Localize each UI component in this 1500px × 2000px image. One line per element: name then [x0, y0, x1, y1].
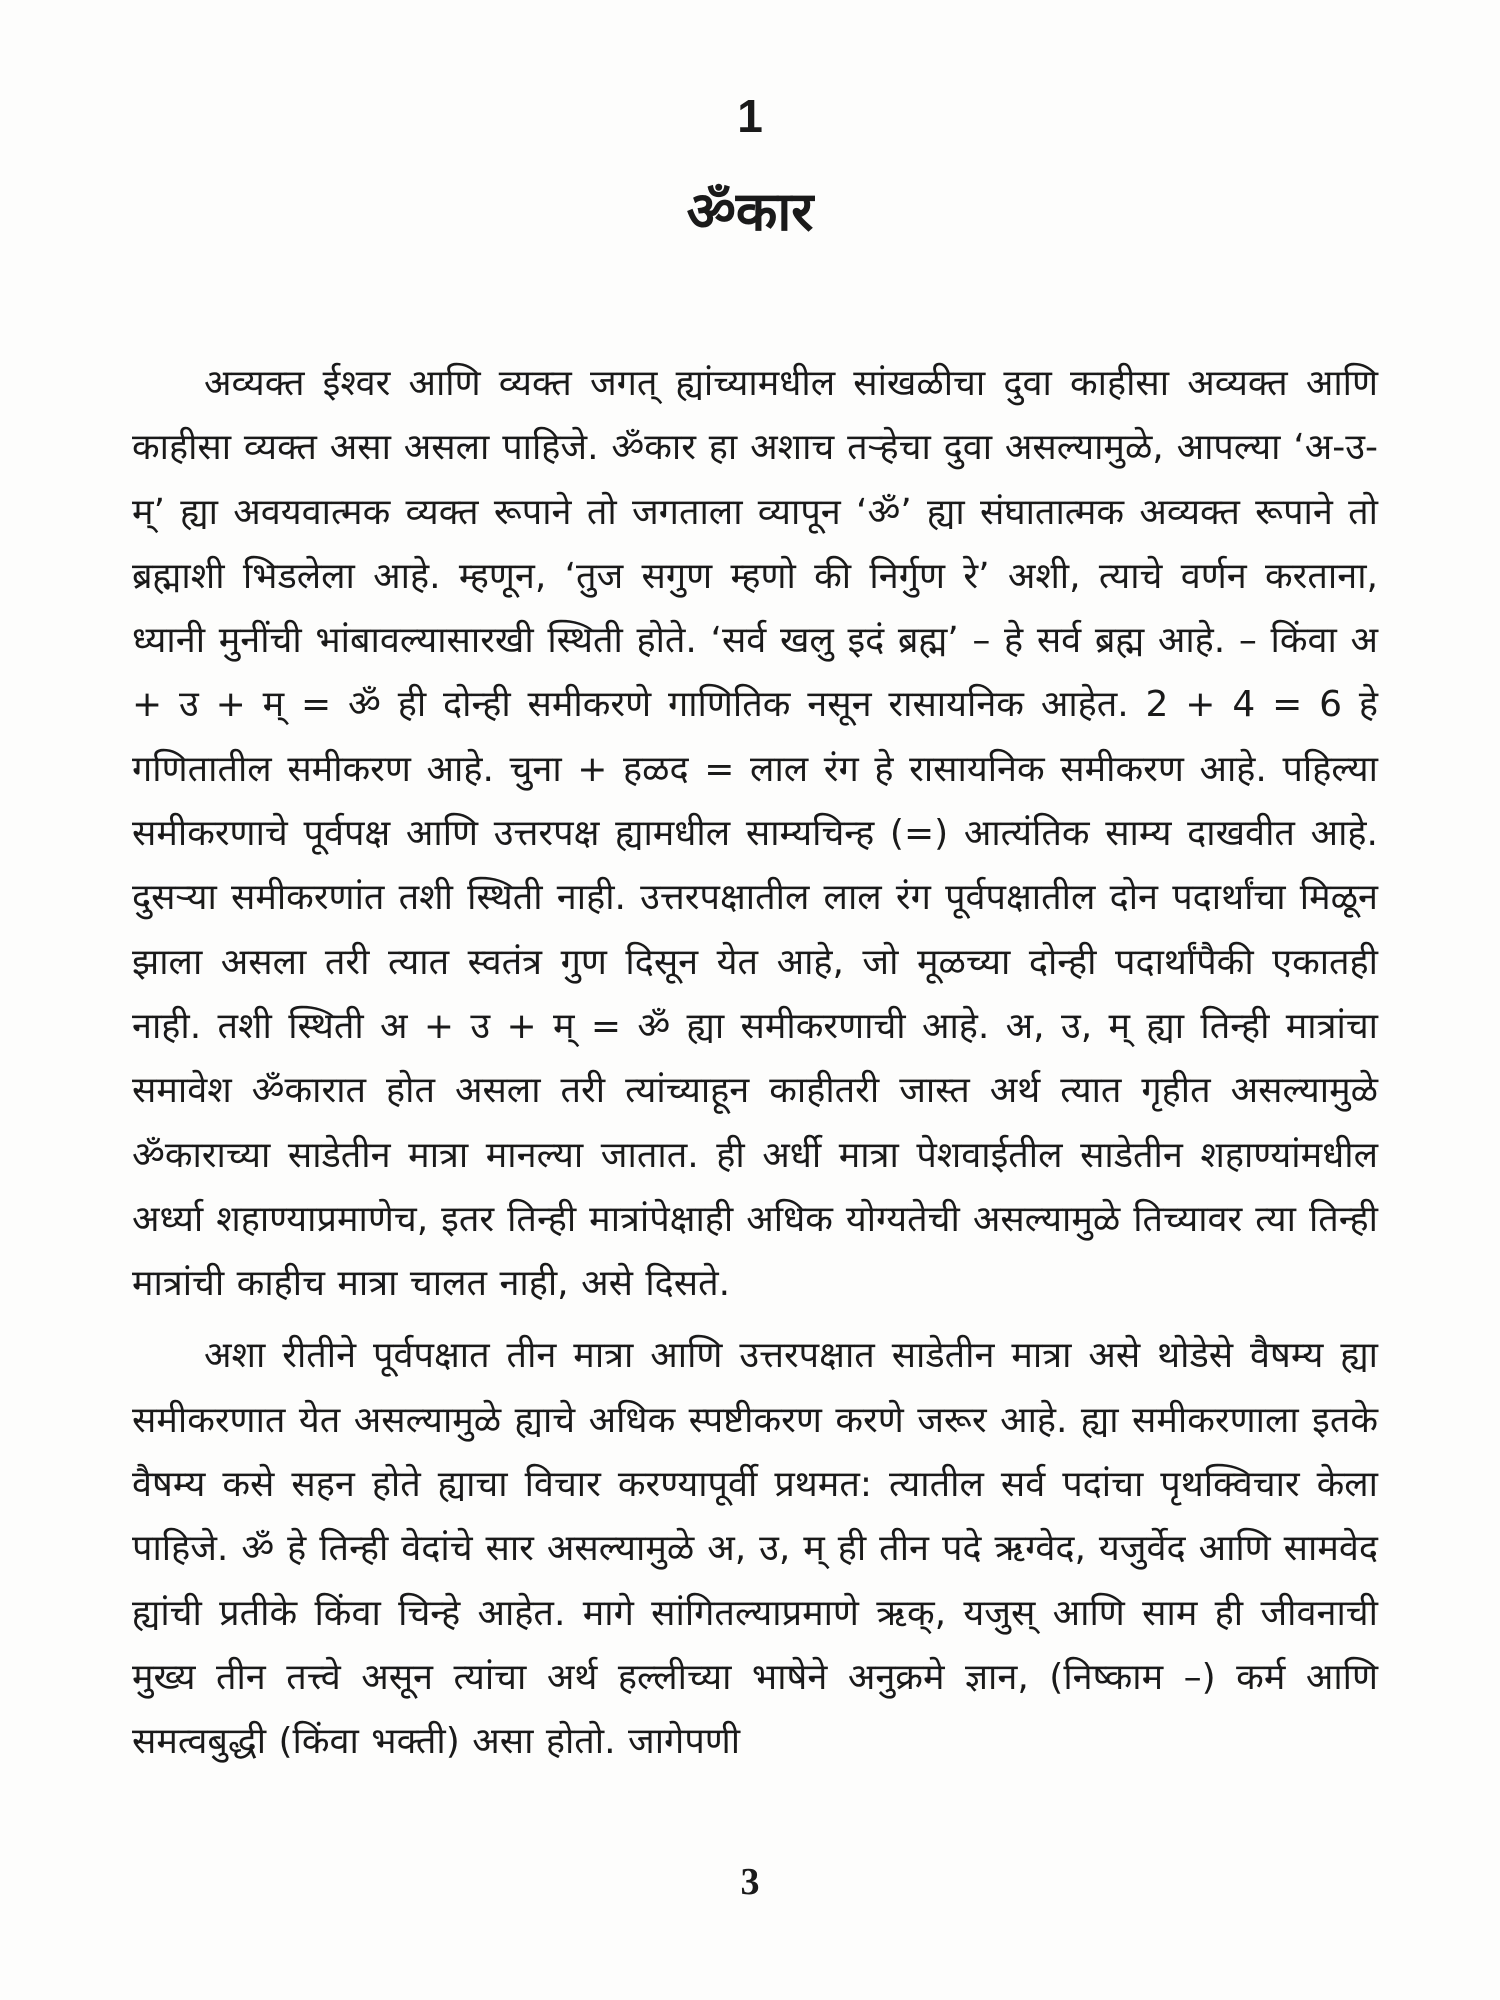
- paragraph: अशा रीतीने पूर्वपक्षात तीन मात्रा आणि उत्तरपक्षात साडेतीन मात्रा असे थोडेसे वैषम्य ह्या समीकरणात येत असल्यामुळे ह्याचे अधिक स्पष्टीकरण करणे जरूर आहे. ह्या समीकरणाला इतके वैषम्य कसे सहन होते ह्याचा विचार करण्यापूर्वी प्रथमत: त्यातील सर्व पदांचा पृथक्विचार केला पाहिजे. ॐ हे तिन्ही वेदांचे सार असल्यामुळे अ, उ, म् ही तीन पदे ऋग्वेद, यजुर्वेद आणि सामवेद ह्यांची प्रतीके किंवा चिन्हे आहेत. मागे सांगितल्याप्रमाणे ऋक्, यजुस् आणि साम ही जीवनाची मुख्य तीन तत्त्वे असून त्यांचा अर्थ हल्लीच्या भाषेने अनुक्रमे ज्ञान, (निष्काम –) कर्म आणि समत्वबुद्धी (किंवा भक्ती) असा होतो. जागेपणी: [132, 1335, 1378, 1763]
- paragraph: अव्यक्त ईश्वर आणि व्यक्त जगत् ह्यांच्यामधील सांखळीचा दुवा काहीसा अव्यक्त आणि काहीसा व्यक्त असा असला पाहिजे. ॐकार हा अशाच तऱ्हेचा दुवा असल्यामुळे, आपल्या ‘अ-उ-म्’ ह्या अवयवात्मक व्यक्त रूपाने तो जगताला व्यापून ‘ॐ’ ह्या संघातात्मक अव्यक्त रूपाने तो ब्रह्माशी भिडलेला आहे. म्हणून, ‘तुज सगुण म्हणो की निर्गुण रे’ अशी, त्याचे वर्णन करताना, ध्यानी मुनींची भांबावल्यासारखी स्थिती होते. ‘सर्व खलु इदं ब्रह्म’ – हे सर्व ब्रह्म आहे. – किंवा अ + उ + म् = ॐ ही दोन्ही समीकरणे गाणितिक नसून रासायनिक आहेत. 2 + 4 = 6 हे गणितातील समीकरण आहे. चुना + हळद = लाल रंग हे रासायनिक समीकरण आहे. पहिल्या समीकरणाचे पूर्वपक्ष आणि उत्तरपक्ष ह्यामधील साम्यचिन्ह (=) आत्यंतिक साम्य दाखवीत आहे. दुसऱ्या समीकरणांत तशी स्थिती नाही. उत्तरपक्षातील लाल रंग पूर्वपक्षातील दोन पदार्थांचा मिळून झाला असला तरी त्यात स्वतंत्र गुण दिसून येत आहे, जो मूळच्या दोन्ही पदार्थांपैकी एकातही नाही. तशी स्थिती अ + उ + म् = ॐ ह्या समीकरणाची आहे. अ, उ, म् ह्या तिन्ही मात्रांचा समावेश ॐकारात होत असला तरी त्यांच्याहून काहीतरी जास्त अर्थ त्यात गृहीत असल्यामुळे ॐकाराच्या साडेतीन मात्रा मानल्या जातात. ही अर्धी मात्रा पेशवाईतील साडेतीन शहाण्यांमधील अर्ध्या शहाण्याप्रमाणेच, इतर तिन्ही मात्रांपेक्षाही अधिक योग्यतेची असल्यामुळे तिच्यावर त्या तिन्ही मात्रांची काहीच मात्रा चालत नाही, असे दिसते.: [132, 363, 1378, 1305]
- chapter-number: 1: [737, 90, 763, 142]
- chapter-title: ॐकार: [686, 180, 814, 243]
- page-number: 3: [740, 1861, 760, 1903]
- body-text: [132, 352, 1378, 1775]
